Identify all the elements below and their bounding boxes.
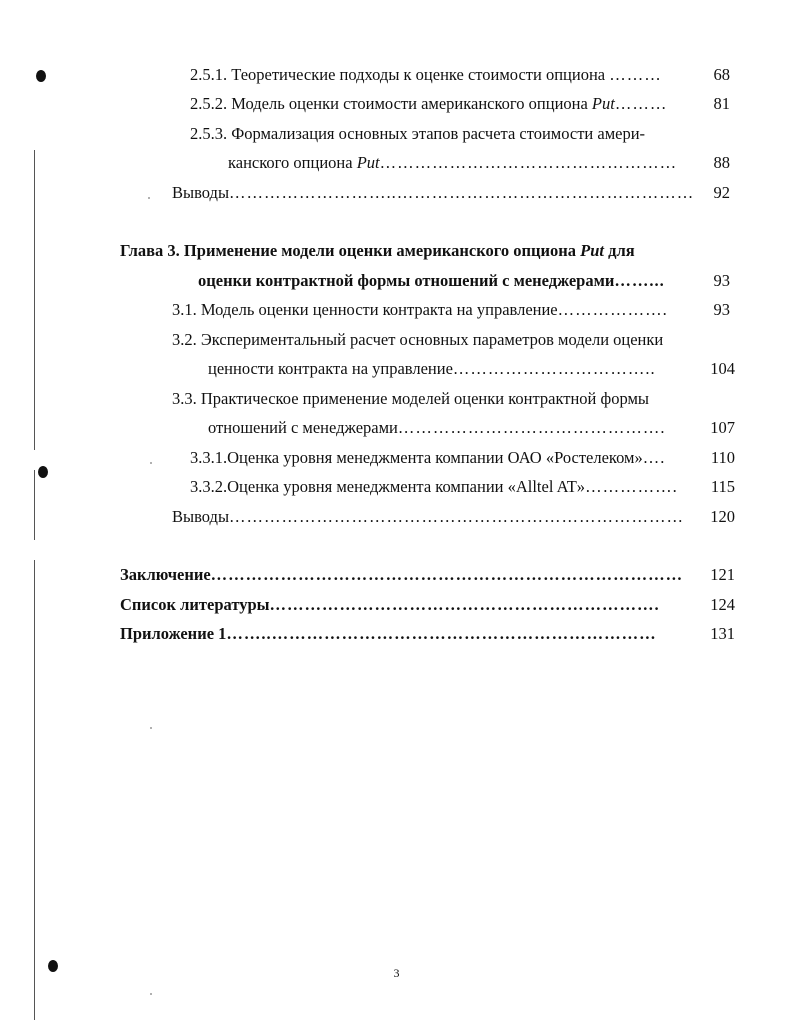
toc-page-number: 92 (713, 183, 730, 202)
toc-entry-title: канского опциона (228, 153, 357, 172)
toc-entry-text (190, 121, 694, 147)
toc-leader-dots: ……... (614, 271, 665, 290)
toc-entry-title: Приложение 1 (120, 624, 227, 643)
toc-entry (0, 504, 793, 530)
toc-page-number: 81 (713, 94, 730, 113)
toc-entry-title-italic: Put (356, 153, 380, 172)
toc-entry-title: отношений с менеджерами (208, 418, 398, 437)
toc-page-number: 124 (710, 595, 735, 614)
toc-entry (0, 150, 793, 176)
toc-page-number: 131 (710, 624, 735, 643)
toc-entry-title: ценности контракта на управление (208, 359, 453, 378)
toc-leader-dots: ……… (609, 65, 662, 84)
toc-entry (0, 91, 793, 117)
toc-entry-text (120, 592, 660, 618)
toc-entry-text (172, 504, 684, 530)
toc-entry (0, 121, 793, 147)
toc-entry-title: оценки контрактной формы отношений с менеджерами (198, 271, 615, 290)
toc-page-number: 88 (713, 153, 730, 172)
toc-entry-text (172, 327, 663, 353)
toc-entry-title-italic: Put (591, 94, 615, 113)
toc-entry-title-end: для (603, 241, 635, 260)
toc-entry (0, 297, 793, 323)
toc-entry (0, 562, 793, 588)
toc-entry (0, 415, 793, 441)
toc-page-number: 68 (713, 65, 730, 84)
toc-entry-text (228, 150, 677, 176)
toc-entry (0, 327, 793, 353)
toc-entry (0, 386, 793, 412)
toc-entry-title: 2.5.3. Формализация основных этапов расчета стоимости амери- (190, 124, 646, 143)
toc-page-number: 120 (710, 507, 735, 526)
toc-entry-title: 3.3.2.Оценка уровня менеджмента компании «Alltel AT» (190, 477, 586, 496)
toc-entry-text (208, 415, 666, 441)
page-number: 3 (393, 966, 400, 980)
toc-entry (0, 356, 793, 382)
toc-leader-dots: ………………. (557, 300, 668, 319)
toc-entry-text (172, 180, 694, 206)
toc-leader-dots: …………………………………………… (379, 153, 678, 172)
toc-entry (0, 474, 793, 500)
toc-entry-text (198, 268, 665, 294)
toc-entry-text (120, 238, 635, 264)
scan-speck (150, 993, 152, 995)
toc-entry-text (172, 297, 668, 323)
toc-entry-title: 3.1. Модель оценки ценности контракта на управление (172, 300, 558, 319)
toc-chapter-heading (0, 268, 793, 294)
toc-leader-dots: …. (642, 448, 666, 467)
toc-page-number: 121 (710, 565, 735, 584)
toc-entry-title: 3.3.1.Оценка уровня менеджмента компании ОАО «Ростелеком» (190, 448, 643, 467)
scan-speck (150, 727, 152, 729)
toc-leader-dots: …………………………….. (452, 359, 656, 378)
toc-leader-dots: ……………………………………………………………………… (210, 565, 684, 584)
toc-entry-text (208, 356, 656, 382)
toc-page-number: 93 (713, 271, 730, 290)
toc-entry-title: Список литературы (120, 595, 270, 614)
toc-entry-text (120, 621, 657, 647)
toc-entry-title: 3.2. Экспериментальный расчет основных параметров модели оценки (172, 330, 664, 349)
toc-leader-dots: ………………………..…………………………………………… (229, 183, 695, 202)
toc-entry (0, 621, 793, 647)
toc-leader-dots: ……… (614, 94, 668, 113)
toc-leader-dots: ………………………………………. (397, 418, 666, 437)
toc-entry-title: Глава 3. Применение модели оценки американского опциона (120, 241, 581, 260)
toc-entry-text (120, 562, 683, 588)
toc-entry-text (190, 445, 665, 471)
toc-entry-title: Заключение (120, 565, 211, 584)
toc-leader-dots: ……..………………………………………………………… (226, 624, 657, 643)
toc-entry-text (190, 62, 662, 88)
toc-entry-title: Выводы (172, 183, 230, 202)
toc-leader-dots: …………………………………………………………………… (229, 507, 685, 526)
toc-entry (0, 180, 793, 206)
toc-page-number: 110 (710, 448, 735, 467)
toc-entry-title: 3.3. Практическое применение моделей оценки контрактной формы (172, 389, 649, 408)
toc-entry (0, 592, 793, 618)
toc-leader-dots: …………………………………………………………. (269, 595, 660, 614)
toc-chapter-heading (0, 238, 793, 264)
toc-entry-title: 2.5.1. Теоретические подходы к оценке стоимости опциона (190, 65, 606, 84)
toc-entry-text (190, 91, 667, 117)
toc-entry-text (172, 386, 694, 412)
toc-entry-title-italic: Put (580, 241, 604, 260)
toc-entry-text (190, 474, 678, 500)
toc-entry (0, 445, 793, 471)
toc-page-number: 104 (710, 359, 735, 378)
toc-entry-title: 2.5.2. Модель оценки стоимости американского опциона (190, 94, 592, 113)
toc-page-number: 93 (713, 300, 730, 319)
toc-leader-dots: ……………. (585, 477, 678, 496)
toc-entry (0, 62, 793, 88)
toc-entry-title: Выводы (172, 507, 230, 526)
toc-page-number: 107 (710, 418, 735, 437)
toc-page-number: 115 (710, 477, 735, 496)
